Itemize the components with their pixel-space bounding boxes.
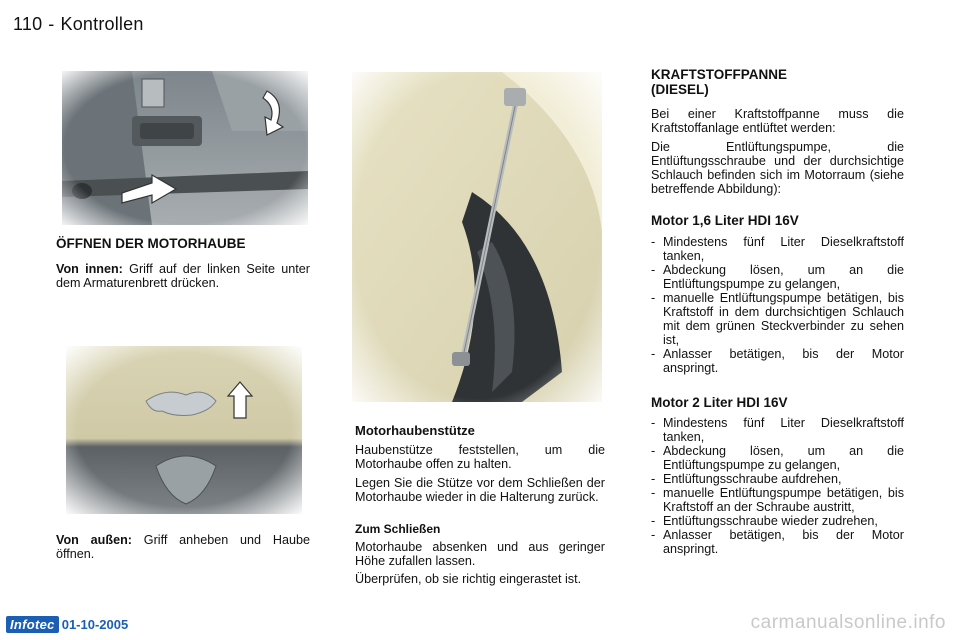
paragraph-closing-1: Motorhaube absenken und aus geringer Höhe zufallen lassen. [355,540,605,568]
photo-bonnet-prop [352,72,602,402]
heading-fuel-failure-line1: KRAFTSTOFFPANNE [651,67,787,82]
photo-interior-release-handle [62,71,308,225]
text-from-outside: Griff anheben und Haube öffnen. [56,533,310,561]
footer-date: 01-10-2005 [61,617,129,632]
list-item: - Anlasser betätigen, bis der Motor anspringt. [651,528,904,556]
heading-fuel-failure [651,67,906,97]
section-title: Kontrollen [60,14,144,34]
infotec-logo: Infotec [6,616,59,633]
list-item: - Mindestens fünf Liter Dieselkraftstoff tanken, [651,235,904,263]
heading-motor-2-0: Motor 2 Liter HDI 16V [651,395,788,410]
list-item: - manuelle Entlüftungspumpe betätigen, bis Kraftstoff an der Schraube austritt, [651,486,904,514]
page-number: 110 [13,14,43,34]
list-item: - Entlüftungsschraube aufdrehen, [651,472,904,486]
list-item: - Anlasser betätigen, bis der Motor anspringt. [651,347,904,375]
header-separator: - [48,14,55,34]
heading-open-bonnet: ÖFFNEN DER MOTORHAUBE [56,236,246,251]
list-item: - Abdeckung lösen, um an die Entlüftungspumpe zu gelangen, [651,263,904,291]
list-item: - Mindestens fünf Liter Dieselkraftstoff tanken, [651,416,904,444]
paragraph-prop-2: Legen Sie die Stütze vor dem Schließen der Motorhaube wieder in die Halterung zurück. [355,476,605,504]
list-motor-2-0-steps [651,416,904,556]
paragraph-from-outside [56,533,310,561]
paragraph-closing-2: Überprüfen, ob sie richtig eingerastet ist. [355,572,582,586]
list-item: - Entlüftungsschraube wieder zudrehen, [651,514,904,528]
footer [6,616,128,633]
text-from-inside: Griff auf der linken Seite unter dem Armaturenbrett drücken. [56,262,311,290]
heading-bonnet-prop: Motorhaubenstütze [355,423,475,438]
page-header [13,14,150,35]
list-item: - Abdeckung lösen, um an die Entlüftungspumpe zu gelangen, [651,444,904,472]
paragraph-prop-1: Haubenstütze feststellen, um die Motorhaube offen zu halten. [355,443,605,471]
watermark: carmanualsonline.info [750,612,946,633]
paragraph-fuel-intro-2: Die Entlüftungspumpe, die Entlüftungsschraube und der durchsichtige Schlauch befinden sich im Motorraum (siehe betreffende Abbildung): [651,140,904,196]
heading-closing: Zum Schließen [355,522,441,536]
paragraph-fuel-intro-1: Bei einer Kraftstoffpanne muss die Kraftstoffanlage entlüftet werden: [651,107,904,135]
heading-fuel-failure-line2: (DIESEL) [651,82,709,97]
list-item: - manuelle Entlüftungspumpe betätigen, bis Kraftstoff in dem durchsichtigen Schlauch mit dem grünen Steckverbinder zu sehen ist, [651,291,904,347]
label-from-inside: Von innen: [56,262,123,276]
paragraph-from-inside [56,262,310,290]
photo-exterior-release-lever [66,346,302,514]
list-motor-1-6-steps [651,235,904,375]
label-from-outside: Von außen: [56,533,132,547]
heading-motor-1-6: Motor 1,6 Liter HDI 16V [651,213,799,228]
